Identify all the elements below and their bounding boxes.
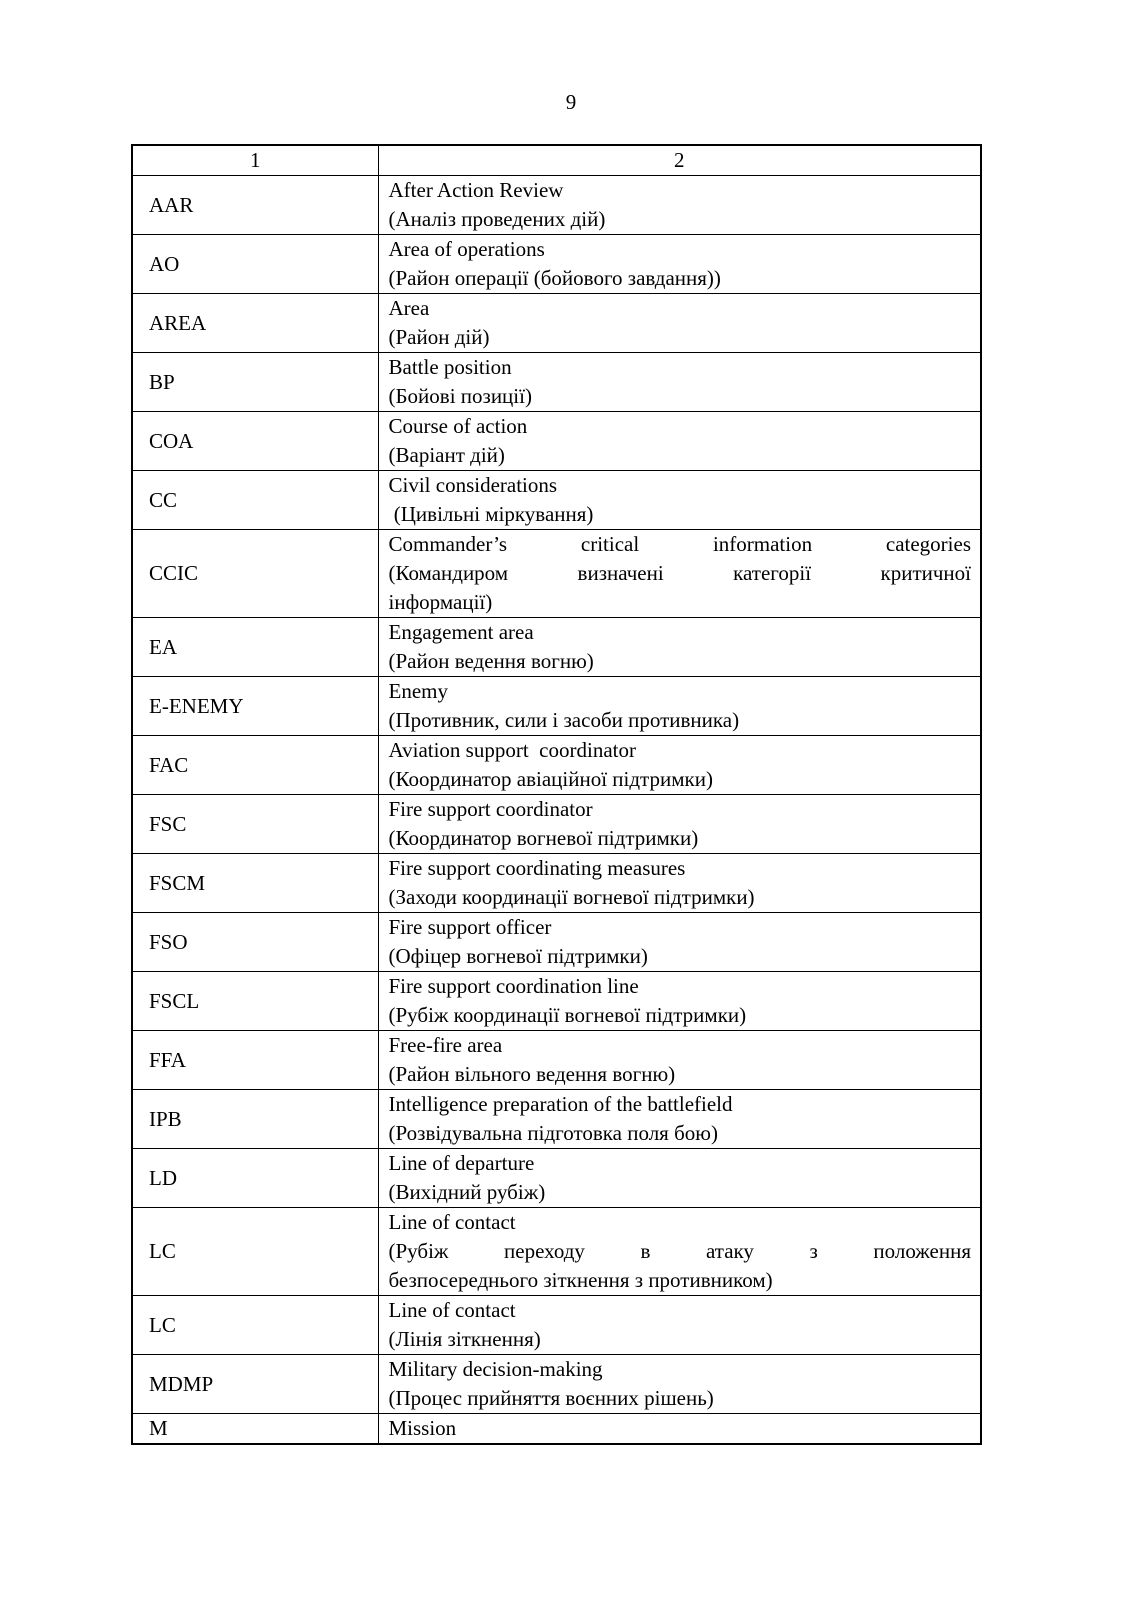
description-line: Area of operations — [388, 237, 545, 261]
description-line: Line of contact — [388, 1298, 516, 1322]
table-header-row — [132, 145, 981, 176]
description-line: Line of contact — [388, 1210, 516, 1234]
table-row — [132, 176, 981, 235]
description-line: (Рубіж координації вогневої підтримки) — [388, 1003, 747, 1027]
column-header-2: 2 — [378, 145, 981, 176]
table-row — [132, 412, 981, 471]
abbreviation-cell: M — [132, 1414, 378, 1445]
table-row — [132, 235, 981, 294]
description-cell — [378, 736, 981, 795]
table-body — [132, 176, 981, 1445]
description-line: Military decision-making — [388, 1357, 603, 1381]
abbreviation-cell: LC — [132, 1296, 378, 1355]
description-line: (Командиром визначені категорії критичної — [388, 561, 971, 585]
description-line: (Рубіж переходу в атаку з положення — [388, 1239, 971, 1263]
column-header-1: 1 — [132, 145, 378, 176]
description-line: Intelligence preparation of the battlefield — [388, 1092, 733, 1116]
description-line: (Бойові позиції) — [388, 384, 532, 408]
description-line: Course of action — [388, 414, 528, 438]
description-line: (Координатор вогневої підтримки) — [388, 826, 699, 850]
abbreviation-cell: FSO — [132, 913, 378, 972]
description-line: (Район вільного ведення вогню) — [388, 1062, 676, 1086]
abbreviation-cell: AO — [132, 235, 378, 294]
description-cell — [378, 618, 981, 677]
description-cell — [378, 1355, 981, 1414]
description-line: Engagement area — [388, 620, 534, 644]
table-row — [132, 795, 981, 854]
description-cell — [378, 1149, 981, 1208]
description-line: Enemy — [388, 679, 448, 703]
description-line: (Офіцер вогневої підтримки) — [388, 944, 648, 968]
description-cell — [378, 1414, 981, 1445]
table-row — [132, 294, 981, 353]
description-cell — [378, 1090, 981, 1149]
description-line: (Цивільні міркування) — [388, 502, 594, 526]
description-line: Area — [388, 296, 430, 320]
table-row — [132, 972, 981, 1031]
description-cell — [378, 176, 981, 235]
table-row — [132, 1355, 981, 1414]
abbreviations-table — [131, 144, 982, 1445]
abbreviation-cell: BP — [132, 353, 378, 412]
abbreviation-cell: FSC — [132, 795, 378, 854]
description-cell — [378, 854, 981, 913]
abbreviation-cell: FSCL — [132, 972, 378, 1031]
description-line: Mission — [388, 1416, 457, 1440]
description-cell — [378, 1296, 981, 1355]
description-line: (Район ведення вогню) — [388, 649, 594, 673]
description-line: Fire support coordination line — [388, 974, 639, 998]
description-line: (Варіант дій) — [388, 443, 505, 467]
page-number: 9 — [565, 90, 577, 114]
abbreviation-cell: AREA — [132, 294, 378, 353]
table-row — [132, 1031, 981, 1090]
description-cell — [378, 294, 981, 353]
description-line: (Вихідний рубіж) — [388, 1180, 546, 1204]
description-line: Civil considerations — [388, 473, 558, 497]
description-line: (Заходи координації вогневої підтримки) — [388, 885, 755, 909]
description-line: (Аналіз проведених дій) — [388, 207, 606, 231]
description-cell — [378, 972, 981, 1031]
description-line: Aviation support coordinator — [388, 738, 636, 762]
description-cell — [378, 795, 981, 854]
description-line: Fire support coordinator — [388, 797, 593, 821]
table-row — [132, 854, 981, 913]
description-cell — [378, 913, 981, 972]
description-cell — [378, 412, 981, 471]
description-line: інформації) — [388, 590, 493, 614]
abbreviation-cell: FAC — [132, 736, 378, 795]
description-line: (Процес прийняття воєнних рішень) — [388, 1386, 714, 1410]
abbreviation-cell: COA — [132, 412, 378, 471]
description-cell — [378, 353, 981, 412]
abbreviation-cell: MDMP — [132, 1355, 378, 1414]
description-line: (Координатор авіаційної підтримки) — [388, 767, 713, 791]
description-line: (Лінія зіткнення) — [388, 1327, 541, 1351]
table-row — [132, 1414, 981, 1445]
abbreviation-cell: LC — [132, 1208, 378, 1296]
table-row — [132, 471, 981, 530]
description-line: Battle position — [388, 355, 512, 379]
table-row — [132, 530, 981, 618]
table-row — [132, 353, 981, 412]
description-line: (Противник, сили і засоби противника) — [388, 708, 740, 732]
description-cell — [378, 530, 981, 618]
description-line: (Розвідувальна підготовка поля бою) — [388, 1121, 718, 1145]
description-line: Commander’s critical information categories — [388, 532, 971, 556]
abbreviation-cell: CC — [132, 471, 378, 530]
description-line: Fire support coordinating measures — [388, 856, 686, 880]
table-row — [132, 736, 981, 795]
description-line: (Район операції (бойового завдання)) — [388, 266, 721, 290]
table-row — [132, 1149, 981, 1208]
table-row — [132, 1208, 981, 1296]
description-cell — [378, 1208, 981, 1296]
description-line: Line of departure — [388, 1151, 535, 1175]
description-line: безпосереднього зіткнення з противником) — [388, 1268, 773, 1292]
description-line: Free-fire area — [388, 1033, 503, 1057]
description-cell — [378, 677, 981, 736]
abbreviation-cell: AAR — [132, 176, 378, 235]
table-row — [132, 1296, 981, 1355]
description-cell — [378, 471, 981, 530]
description-cell — [378, 235, 981, 294]
description-line: Fire support officer — [388, 915, 552, 939]
abbreviation-cell: E-ENEMY — [132, 677, 378, 736]
description-line: After Action Review — [388, 178, 564, 202]
abbreviation-cell: CCIC — [132, 530, 378, 618]
description-line: (Район дій) — [388, 325, 490, 349]
abbreviation-cell: IPB — [132, 1090, 378, 1149]
description-cell — [378, 1031, 981, 1090]
table-row — [132, 677, 981, 736]
abbreviation-cell: FSCM — [132, 854, 378, 913]
abbreviation-cell: FFA — [132, 1031, 378, 1090]
abbreviation-cell: EA — [132, 618, 378, 677]
table-row — [132, 1090, 981, 1149]
table-row — [132, 618, 981, 677]
table-row — [132, 913, 981, 972]
abbreviation-cell: LD — [132, 1149, 378, 1208]
